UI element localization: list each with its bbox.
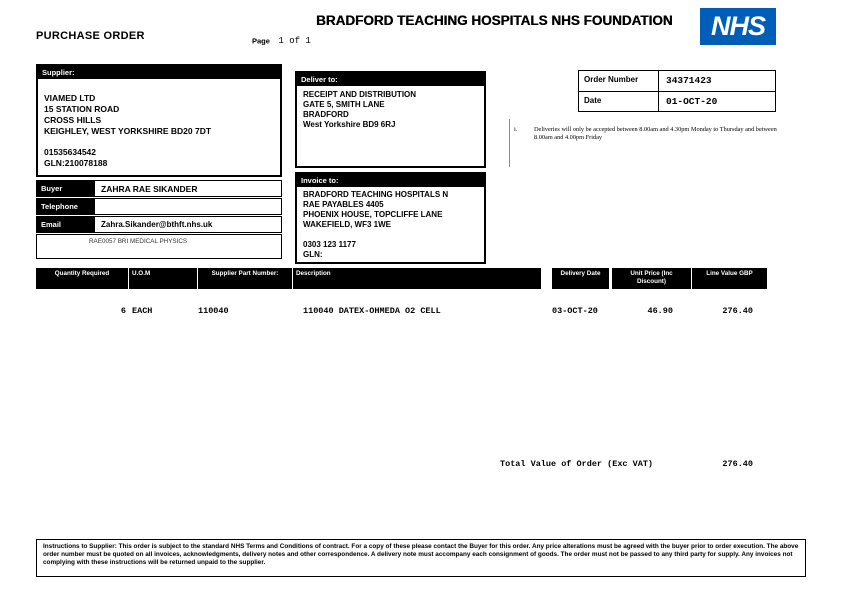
organisation-title: BRADFORD TEACHING HOSPITALS NHS FOUNDATION	[316, 13, 673, 28]
invoice-to-line: RAE PAYABLES 4405	[303, 200, 384, 209]
deliver-to-line: West Yorkshire BD9 6RJ	[303, 120, 396, 129]
invoice-to-line: PHOENIX HOUSE, TOPCLIFFE LANE	[303, 210, 443, 219]
order-number-row	[579, 71, 775, 91]
telephone-label: Telephone	[37, 199, 95, 214]
department-ref: RAE0057 BRI MEDICAL PHYSICS	[89, 238, 188, 245]
supplier-address-line: CROSS HILLS	[44, 115, 102, 125]
order-date-value: 01-OCT-20	[666, 96, 718, 107]
order-date-label: Date	[579, 92, 659, 111]
buyer-value: ZAHRA RAE SIKANDER	[101, 184, 198, 194]
doc-title: PURCHASE ORDER	[36, 30, 145, 42]
deliver-to-box-header: Deliver to:	[297, 73, 484, 86]
item-uom: EACH	[132, 306, 153, 316]
supplier-address-line: KEIGHLEY, WEST YORKSHIRE BD20 7DT	[44, 126, 212, 136]
supplier-box	[36, 64, 282, 177]
nhs-logo-text: NHS	[710, 11, 765, 41]
deliver-to-line: RECEIPT AND DISTRIBUTION	[303, 90, 417, 99]
order-info-table	[578, 70, 776, 112]
buyer-row	[36, 180, 282, 197]
item-description: 110040 DATEX-OHMEDA O2 CELL	[303, 306, 441, 316]
invoice-to-line: BRADFORD TEACHING HOSPITALS N	[303, 190, 449, 199]
item-line-value: 276.40	[722, 306, 753, 316]
note-index: i.	[514, 126, 518, 133]
note-text: Deliveries will only be accepted between 8.00am and 4.30pm Monday to Thursday and between 8.00am and 4.00pm Friday	[534, 126, 777, 141]
department-ref-box	[36, 234, 282, 259]
page-label: Page	[252, 36, 270, 46]
supplier-box-header: Supplier:	[38, 66, 280, 79]
invoice-to-gln: GLN:	[303, 250, 323, 259]
column-header-line-value: Line Value GBP	[692, 268, 767, 289]
order-total-label: Total Value of Order (Exc VAT)	[500, 459, 654, 469]
note-divider-line	[509, 119, 510, 167]
item-part-number: 110040	[198, 306, 229, 316]
deliver-to-line: BRADFORD	[303, 110, 349, 119]
order-number-label: Order Number	[579, 71, 659, 91]
column-header-quantity: Quantity Required	[36, 268, 128, 289]
email-row	[36, 216, 282, 233]
supplier-address-line: 15 STATION ROAD	[44, 104, 120, 114]
item-unit-price: 46.90	[647, 306, 673, 316]
deliver-to-line: GATE 5, SMITH LANE	[303, 100, 385, 109]
delivery-acceptance-note	[514, 126, 780, 142]
invoice-to-box	[295, 172, 486, 264]
order-number-value: 34371423	[666, 75, 712, 86]
column-header-description: Description	[293, 268, 541, 289]
invoice-to-box-header: Invoice to:	[297, 174, 484, 187]
deliver-to-box	[295, 71, 486, 168]
column-header-part-number: Supplier Part Number:	[198, 268, 292, 289]
page-indicator	[252, 32, 311, 50]
supplier-phone: 01535634542	[44, 147, 97, 157]
supplier-instructions-box	[36, 539, 806, 577]
item-delivery-date: 03-OCT-20	[552, 306, 598, 316]
column-header-unit-price: Unit Price (Inc Discount)	[612, 268, 691, 289]
column-header-delivery-date: Delivery Date	[552, 268, 609, 289]
supplier-gln: GLN:210078188	[44, 158, 108, 168]
item-quantity: 6	[120, 306, 126, 316]
supplier-instructions-text: Instructions to Supplier: This order is subject to the standard NHS Terms and Conditions of contract. For a copy of these please contact the Buyer for this order. Any price alterations must be agreed with the buyer prior to order execution. The above order number must be quoted on all invoices, acknowledgments, delivery notes and other correspondence. A delivery note must accompany each consignment of goods. The order must not be passed to any third party for supply. Any invoices not complying with these instructions will be returned unpaid to the supplier.	[43, 543, 799, 566]
email-label: Email	[37, 217, 95, 232]
column-header-uom: U.O.M	[129, 268, 197, 289]
invoice-to-line: WAKEFIELD, WF3 1WE	[303, 220, 391, 229]
order-date-row	[579, 91, 775, 111]
order-total-value: 276.40	[722, 459, 753, 469]
email-value: Zahra.Sikander@bthft.nhs.uk	[101, 220, 213, 229]
buyer-label: Buyer	[37, 181, 95, 196]
nhs-logo	[700, 8, 776, 45]
supplier-address-line: VIAMED LTD	[44, 93, 96, 103]
page-value: 1 of 1	[278, 35, 311, 46]
invoice-to-phone: 0303 123 1177	[303, 240, 356, 249]
telephone-row	[36, 198, 282, 215]
